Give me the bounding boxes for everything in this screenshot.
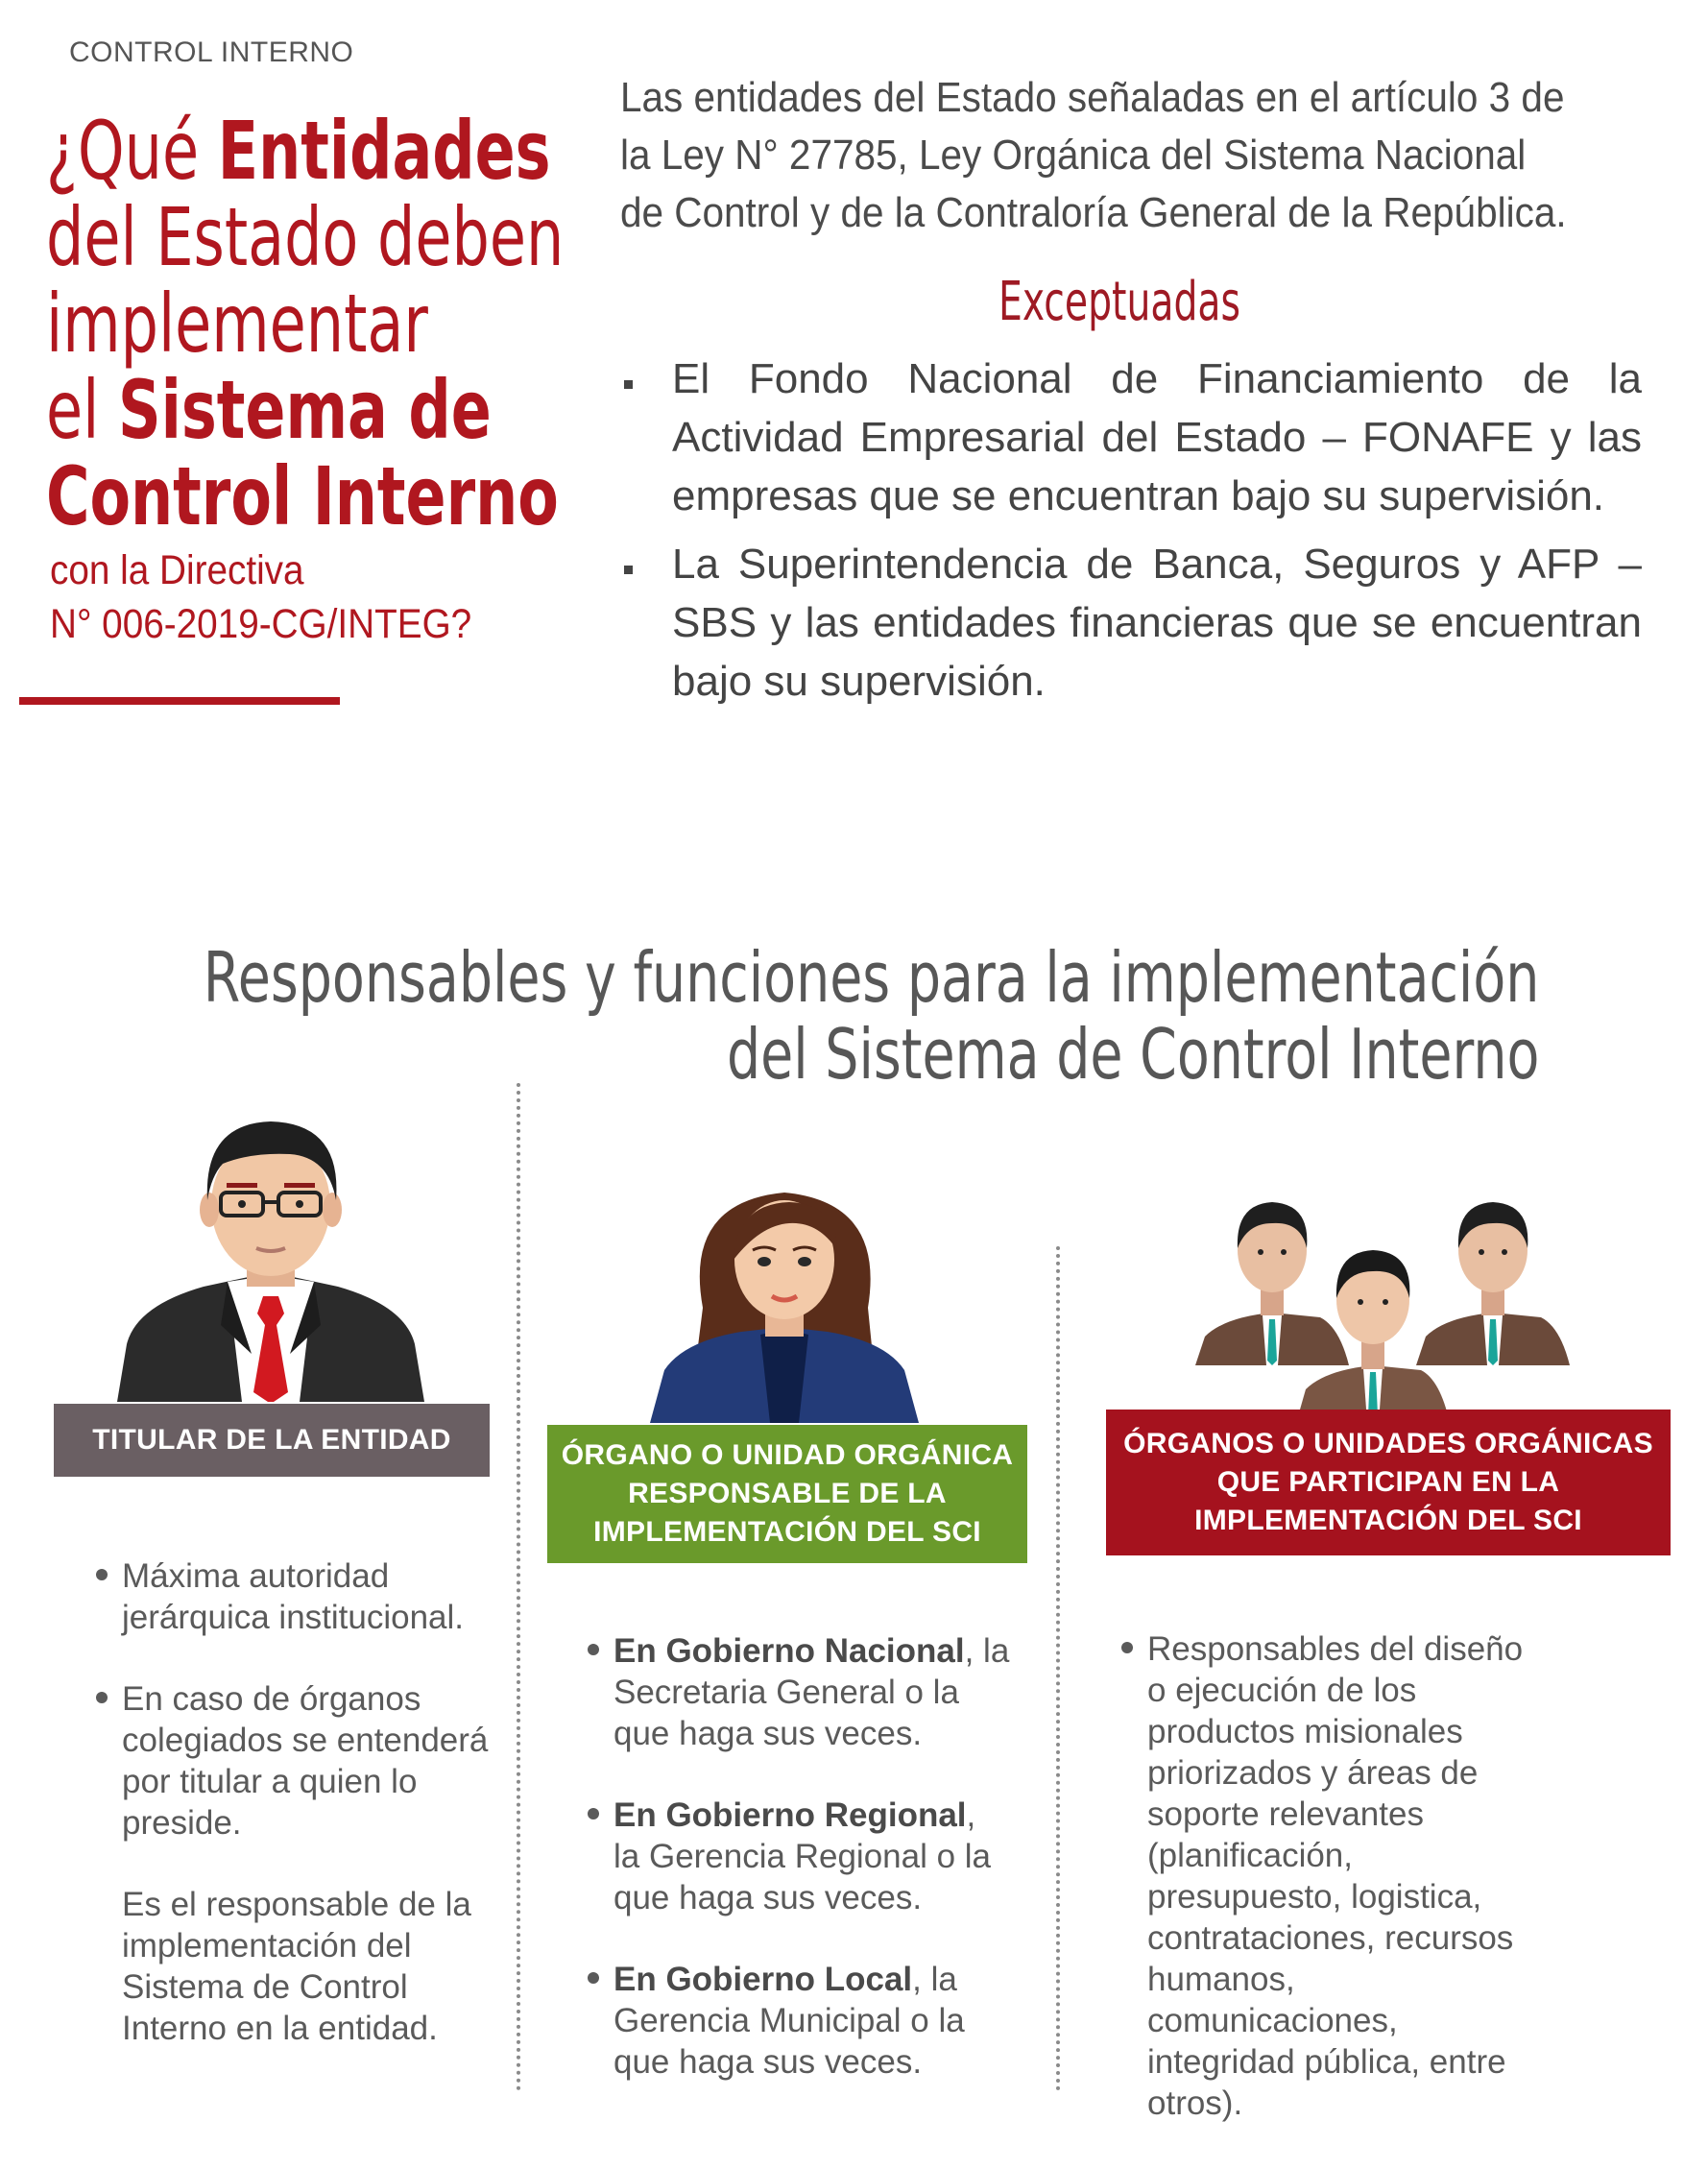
list-item: En Gobierno Nacional, la Secretaria General o la que haga sus veces. [588, 1630, 1010, 1754]
resp-title-line-1: Responsables y funciones para la implementación [203, 937, 1539, 1018]
label-organo-responsable: ÓRGANO O UNIDAD ORGÁNICA RESPONSABLE DE LA IMPLEMENTACIÓN DEL SCI [547, 1425, 1027, 1563]
round-bullet-icon [96, 1692, 108, 1703]
square-bullet-icon [624, 566, 633, 574]
list-item: Máxima autoridad jerárquica institucional. [96, 1555, 499, 1638]
responsables-section-title [203, 939, 1539, 1093]
intro-paragraph: Las entidades del Estado señaladas en el artículo 3 de la Ley N° 27785, Ley Orgánica del Sistema Nacional de Control y de la Contraloría General de la República. [620, 74, 1567, 236]
exceptions-list [624, 349, 1642, 720]
round-bullet-icon [588, 1972, 599, 1984]
group-of-three-men-icon [1195, 1173, 1570, 1423]
list-item: En Gobierno Regional, la Gerencia Regional o la que haga sus veces. [588, 1795, 1010, 1918]
title-line-4: el Sistema de [46, 363, 492, 457]
title-underline-divider [19, 697, 340, 705]
organo-responsable-functions-list [588, 1630, 1010, 2123]
subtitle-line-1: con la Directiva [50, 547, 304, 593]
page-title [46, 104, 584, 543]
exception-item: El Fondo Nacional de Financiamiento de la Actividad Empresarial del Estado – FONAFE y las empresas que se encuentran bajo su supervisión. [624, 349, 1642, 525]
title-line-2: del Estado deben [46, 190, 565, 284]
section-label: CONTROL INTERNO [69, 36, 354, 68]
exception-item: La Superintendencia de Banca, Seguros y AFP – SBS y las entidades financieras que se encuentran bajo su supervisión. [624, 535, 1642, 711]
woman-avatar-icon [645, 1164, 924, 1423]
page-subtitle [50, 543, 471, 651]
title-line-3: implementar [46, 277, 428, 371]
column-divider [517, 1083, 520, 2091]
round-bullet-icon [1121, 1642, 1133, 1653]
subtitle-line-2: N° 006-2019-CG/INTEG? [50, 601, 472, 647]
square-bullet-icon [624, 380, 633, 389]
resp-title-line-2: del Sistema de Control Interno [726, 1014, 1539, 1095]
round-bullet-icon [96, 1569, 108, 1580]
list-item: En Gobierno Local, la Gerencia Municipal o la que haga sus veces. [588, 1959, 1010, 2083]
round-bullet-icon [588, 1808, 599, 1820]
title-line-1: ¿Qué Entidades [46, 104, 551, 198]
list-item: En caso de órganos colegiados se entenderá por titular a quien lo preside. [96, 1678, 499, 1844]
exceptions-heading: Exceptuadas [998, 271, 1240, 333]
man-with-glasses-avatar-icon [108, 1104, 434, 1402]
title-line-5: Control Interno [46, 449, 559, 543]
organos-participantes-functions-list [1121, 1628, 1544, 2164]
list-item-closing: Es el responsable de la implementación del Sistema de Control Interno en la entidad. [122, 1886, 471, 2047]
column-divider [1056, 1246, 1060, 2091]
label-titular-entidad: TITULAR DE LA ENTIDAD [54, 1404, 490, 1477]
titular-functions-list [96, 1555, 499, 2089]
label-organos-participantes: ÓRGANOS O UNIDADES ORGÁNICAS QUE PARTICIPAN EN LA IMPLEMENTACIÓN DEL SCI [1106, 1410, 1671, 1555]
list-item: Responsables del diseño o ejecución de los productos misionales priorizados y áreas de soporte relevantes (planificación, presupuesto, logistica, contrataciones, recursos humanos, comunicaciones, integridad pública, entre otros). [1121, 1628, 1544, 2124]
round-bullet-icon [588, 1644, 599, 1655]
